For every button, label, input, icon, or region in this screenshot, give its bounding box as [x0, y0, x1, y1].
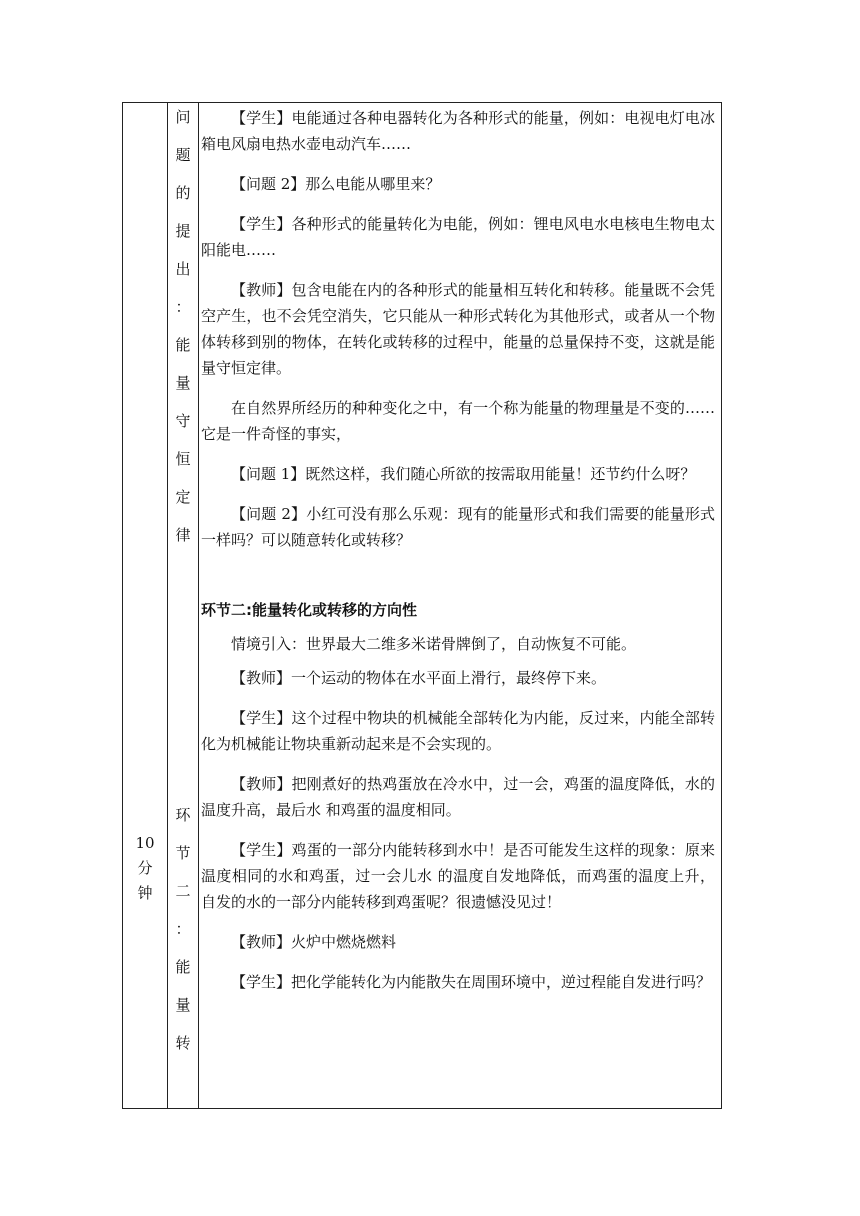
stage-char: 环 — [175, 806, 191, 824]
stage-char: 恒 — [175, 450, 191, 468]
paragraph: 【学生】鸡蛋的一部分内能转移到水中！是否可能发生这样的现象：原来温度相同的水和鸡蛋，过一会儿水 的温度自发地降低，而鸡蛋的温度上升，自发的水的一部分内能转移到鸡蛋呢？很遗憾没见过！ — [201, 841, 715, 911]
paragraph: 【教师】把刚煮好的热鸡蛋放在冷水中，过一会，鸡蛋的温度降低，水的温度升高，最后水 和鸡蛋的温度相同。 — [201, 775, 715, 819]
stage-char: 能 — [175, 336, 191, 354]
paragraph: 【学生】电能通过各种电器转化为各种形式的能量，例如：电视电灯电冰箱电风扇电热水壶电动汽车…… — [201, 109, 715, 153]
paragraph: 【学生】这个过程中物块的机械能全部转化为内能，反过来，内能全部转化为机械能让物块重新动起来是不会实现的。 — [201, 709, 715, 753]
stage-char: 二 — [175, 882, 191, 900]
stage-char: 节 — [175, 844, 191, 862]
time-unit-char: 钟 — [137, 884, 153, 902]
paragraph: 【问题 1】既然这样，我们随心所欲的按需取用能量！还节约什么呀？ — [231, 465, 696, 483]
paragraph: 【教师】火炉中燃烧燃料 — [231, 933, 397, 951]
stage-char: 提 — [175, 222, 191, 240]
lesson-table — [122, 102, 722, 1109]
stage-char: 量 — [175, 374, 191, 392]
time-cell — [123, 831, 167, 906]
time-unit-char: 分 — [137, 859, 153, 877]
paragraph: 【教师】一个运动的物体在水平面上滑行，最终停下来。 — [231, 669, 607, 687]
stage-char: 转 — [175, 1034, 191, 1052]
stage-char: 能 — [175, 958, 191, 976]
paragraph: 【问题 2】小红可没有那么乐观：现有的能量形式和我们需要的能量形式一样吗？可以随意转化或转移？ — [201, 505, 715, 549]
stage-char: 律 — [175, 526, 191, 544]
stage-char: 量 — [175, 996, 191, 1014]
column-divider — [198, 103, 199, 1108]
section-heading: 环节二:能量转化或转移的方向性 — [201, 601, 418, 619]
stage-char: 的 — [175, 184, 191, 202]
content-cell — [201, 105, 715, 995]
stage-label-top — [168, 107, 198, 563]
stage-char: 出 — [175, 260, 191, 278]
paragraph: 【教师】包含电能在内的各种形式的能量相互转化和转移。能量既不会凭空产生，也不会凭空消失，它只能从一种形式转化为其他形式，或者从一个物体转移到别的物体，在转化或转移的过程中，能量的总量保持不变，这就是能量守恒定律。 — [201, 281, 715, 377]
paragraph: 【学生】把化学能转化为内能散失在周围环境中，逆过程能自发进行吗？ — [231, 973, 712, 991]
paragraph: 【问题 2】那么电能从哪里来？ — [231, 175, 441, 193]
stage-char: ： — [175, 920, 191, 938]
time-number: 10 — [135, 834, 155, 852]
stage-char: 题 — [175, 146, 191, 164]
stage-label-bottom — [168, 805, 198, 1071]
stage-char: 定 — [175, 488, 191, 506]
stage-char: ： — [175, 298, 191, 316]
stage-char: 守 — [175, 412, 191, 430]
paragraph: 情境引入：世界最大二维多米诺骨牌倒了，自动恢复不可能。 — [231, 635, 637, 653]
stage-char: 问 — [175, 108, 191, 126]
paragraph: 【学生】各种形式的能量转化为电能，例如：锂电风电水电核电生物电太阳能电…… — [201, 215, 715, 259]
paragraph: 在自然界所经历的种种变化之中，有一个称为能量的物理量是不变的……它是一件奇怪的事实， — [201, 399, 715, 443]
